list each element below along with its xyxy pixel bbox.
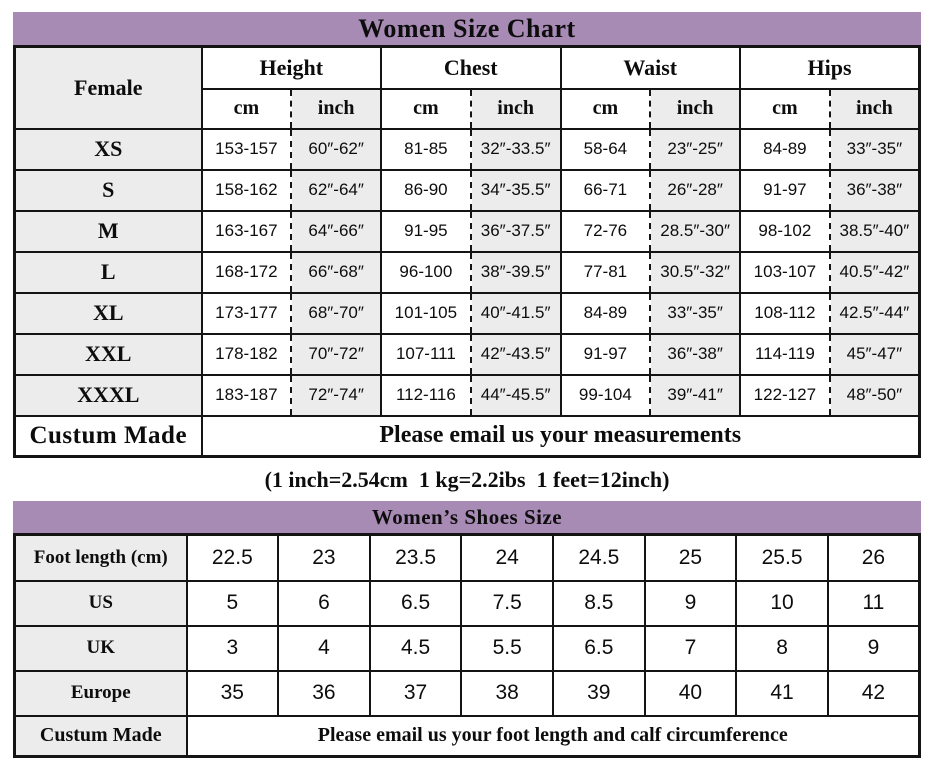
female-corner-header: Female [15, 47, 202, 129]
size-row-m [15, 211, 920, 252]
waist-group-header: Waist [561, 47, 741, 89]
custom-made-note: Please email us your measurements [202, 416, 920, 457]
hips-inch-cell: 48″-50″ [830, 375, 920, 416]
waist-cm-cell: 58-64 [561, 129, 651, 170]
size-row-l [15, 252, 920, 293]
height-cm-cell: 153-157 [202, 129, 292, 170]
uk-size-value: 9 [828, 626, 920, 671]
chest-inch-header: inch [471, 89, 561, 129]
europe-size-value: 37 [370, 671, 462, 716]
chest-inch-cell: 38″-39.5″ [471, 252, 561, 293]
size-chart-title-bar [13, 12, 921, 45]
foot-length-value: 25.5 [736, 535, 828, 581]
hips-cm-cell: 98-102 [740, 211, 830, 252]
us-size-value: 8.5 [553, 581, 645, 626]
size-label: M [15, 211, 202, 252]
waist-cm-cell: 72-76 [561, 211, 651, 252]
waist-inch-cell: 36″-38″ [650, 334, 740, 375]
us-size-value: 7.5 [461, 581, 553, 626]
size-label: XL [15, 293, 202, 334]
height-inch-cell: 70″-72″ [291, 334, 381, 375]
height-cm-cell: 163-167 [202, 211, 292, 252]
custom-made-row [15, 416, 920, 457]
foot-length-row [15, 535, 920, 581]
height-inch-cell: 64″-66″ [291, 211, 381, 252]
size-row-xxl [15, 334, 920, 375]
uk-size-label: UK [15, 626, 187, 671]
foot-length-value: 24 [461, 535, 553, 581]
us-size-value: 6.5 [370, 581, 462, 626]
uk-size-value: 7 [645, 626, 737, 671]
chest-cm-cell: 101-105 [381, 293, 471, 334]
group-header-row [15, 47, 920, 89]
europe-size-value: 40 [645, 671, 737, 716]
height-inch-cell: 60″-62″ [291, 129, 381, 170]
shoes-custom-made-row [15, 716, 920, 757]
hips-inch-cell: 42.5″-44″ [830, 293, 920, 334]
custom-made-label: Custum Made [15, 416, 202, 457]
shoes-chart-title: Women’s Shoes Size [371, 504, 563, 529]
uk-size-value: 5.5 [461, 626, 553, 671]
us-size-value: 6 [278, 581, 370, 626]
height-cm-cell: 183-187 [202, 375, 292, 416]
hips-inch-cell: 40.5″-42″ [830, 252, 920, 293]
height-cm-header: cm [202, 89, 292, 129]
size-row-xs [15, 129, 920, 170]
size-label: L [15, 252, 202, 293]
us-size-value: 5 [187, 581, 279, 626]
us-size-value: 10 [736, 581, 828, 626]
size-label: XXXL [15, 375, 202, 416]
us-size-value: 11 [828, 581, 920, 626]
height-cm-cell: 178-182 [202, 334, 292, 375]
chest-cm-cell: 81-85 [381, 129, 471, 170]
waist-cm-cell: 91-97 [561, 334, 651, 375]
chest-cm-cell: 86-90 [381, 170, 471, 211]
shoes-custom-made-note: Please email us your foot length and calf circumference [187, 716, 920, 757]
chest-cm-cell: 107-111 [381, 334, 471, 375]
height-cm-cell: 158-162 [202, 170, 292, 211]
women-shoes-table [13, 533, 921, 758]
europe-size-row [15, 671, 920, 716]
hips-inch-cell: 33″-35″ [830, 129, 920, 170]
shoes-chart-title-bar [13, 501, 921, 533]
waist-cm-cell: 99-104 [561, 375, 651, 416]
waist-cm-cell: 77-81 [561, 252, 651, 293]
hips-inch-cell: 36″-38″ [830, 170, 920, 211]
chest-cm-cell: 91-95 [381, 211, 471, 252]
height-inch-cell: 68″-70″ [291, 293, 381, 334]
uk-size-value: 6.5 [553, 626, 645, 671]
foot-length-value: 25 [645, 535, 737, 581]
height-inch-cell: 66″-68″ [291, 252, 381, 293]
foot-length-value: 22.5 [187, 535, 279, 581]
waist-inch-cell: 28.5″-30″ [650, 211, 740, 252]
chest-inch-cell: 44″-45.5″ [471, 375, 561, 416]
chest-inch-cell: 36″-37.5″ [471, 211, 561, 252]
us-size-label: US [15, 581, 187, 626]
uk-size-value: 4 [278, 626, 370, 671]
europe-size-label: Europe [15, 671, 187, 716]
hips-cm-header: cm [740, 89, 830, 129]
waist-inch-cell: 39″-41″ [650, 375, 740, 416]
hips-group-header: Hips [740, 47, 920, 89]
size-label: S [15, 170, 202, 211]
height-inch-header: inch [291, 89, 381, 129]
chest-inch-cell: 32″-33.5″ [471, 129, 561, 170]
europe-size-value: 38 [461, 671, 553, 716]
hips-inch-cell: 45″-47″ [830, 334, 920, 375]
europe-size-value: 42 [828, 671, 920, 716]
chest-group-header: Chest [381, 47, 561, 89]
shoes-custom-made-label: Custum Made [15, 716, 187, 757]
hips-cm-cell: 114-119 [740, 334, 830, 375]
europe-size-value: 36 [278, 671, 370, 716]
height-cm-cell: 173-177 [202, 293, 292, 334]
uk-size-value: 8 [736, 626, 828, 671]
foot-length-value: 23 [278, 535, 370, 581]
chest-cm-header: cm [381, 89, 471, 129]
waist-cm-cell: 66-71 [561, 170, 651, 211]
height-inch-cell: 62″-64″ [291, 170, 381, 211]
chest-inch-cell: 42″-43.5″ [471, 334, 561, 375]
size-label: XS [15, 129, 202, 170]
chest-inch-cell: 40″-41.5″ [471, 293, 561, 334]
height-group-header: Height [202, 47, 382, 89]
waist-inch-cell: 23″-25″ [650, 129, 740, 170]
women-size-table [13, 45, 921, 458]
size-row-xl [15, 293, 920, 334]
waist-inch-header: inch [650, 89, 740, 129]
size-chart-title: Women Size Chart [358, 13, 576, 43]
waist-inch-cell: 26″-28″ [650, 170, 740, 211]
chest-inch-cell: 34″-35.5″ [471, 170, 561, 211]
foot-length-label: Foot length (cm) [15, 535, 187, 581]
hips-inch-header: inch [830, 89, 920, 129]
conversion-note: (1 inch=2.54cm 1 kg=2.2ibs 1 feet=12inch) [264, 466, 670, 492]
foot-length-value: 24.5 [553, 535, 645, 581]
hips-cm-cell: 91-97 [740, 170, 830, 211]
us-size-row [15, 581, 920, 626]
uk-size-value: 3 [187, 626, 279, 671]
height-cm-cell: 168-172 [202, 252, 292, 293]
waist-inch-cell: 30.5″-32″ [650, 252, 740, 293]
foot-length-value: 26 [828, 535, 920, 581]
europe-size-value: 35 [187, 671, 279, 716]
size-chart-page [13, 0, 921, 758]
uk-size-row [15, 626, 920, 671]
chest-cm-cell: 96-100 [381, 252, 471, 293]
size-row-s [15, 170, 920, 211]
waist-cm-cell: 84-89 [561, 293, 651, 334]
size-label: XXL [15, 334, 202, 375]
hips-cm-cell: 108-112 [740, 293, 830, 334]
waist-inch-cell: 33″-35″ [650, 293, 740, 334]
height-inch-cell: 72″-74″ [291, 375, 381, 416]
us-size-value: 9 [645, 581, 737, 626]
hips-cm-cell: 103-107 [740, 252, 830, 293]
chest-cm-cell: 112-116 [381, 375, 471, 416]
europe-size-value: 39 [553, 671, 645, 716]
hips-cm-cell: 84-89 [740, 129, 830, 170]
waist-cm-header: cm [561, 89, 651, 129]
europe-size-value: 41 [736, 671, 828, 716]
size-row-xxxl [15, 375, 920, 416]
foot-length-value: 23.5 [370, 535, 462, 581]
hips-cm-cell: 122-127 [740, 375, 830, 416]
uk-size-value: 4.5 [370, 626, 462, 671]
hips-inch-cell: 38.5″-40″ [830, 211, 920, 252]
